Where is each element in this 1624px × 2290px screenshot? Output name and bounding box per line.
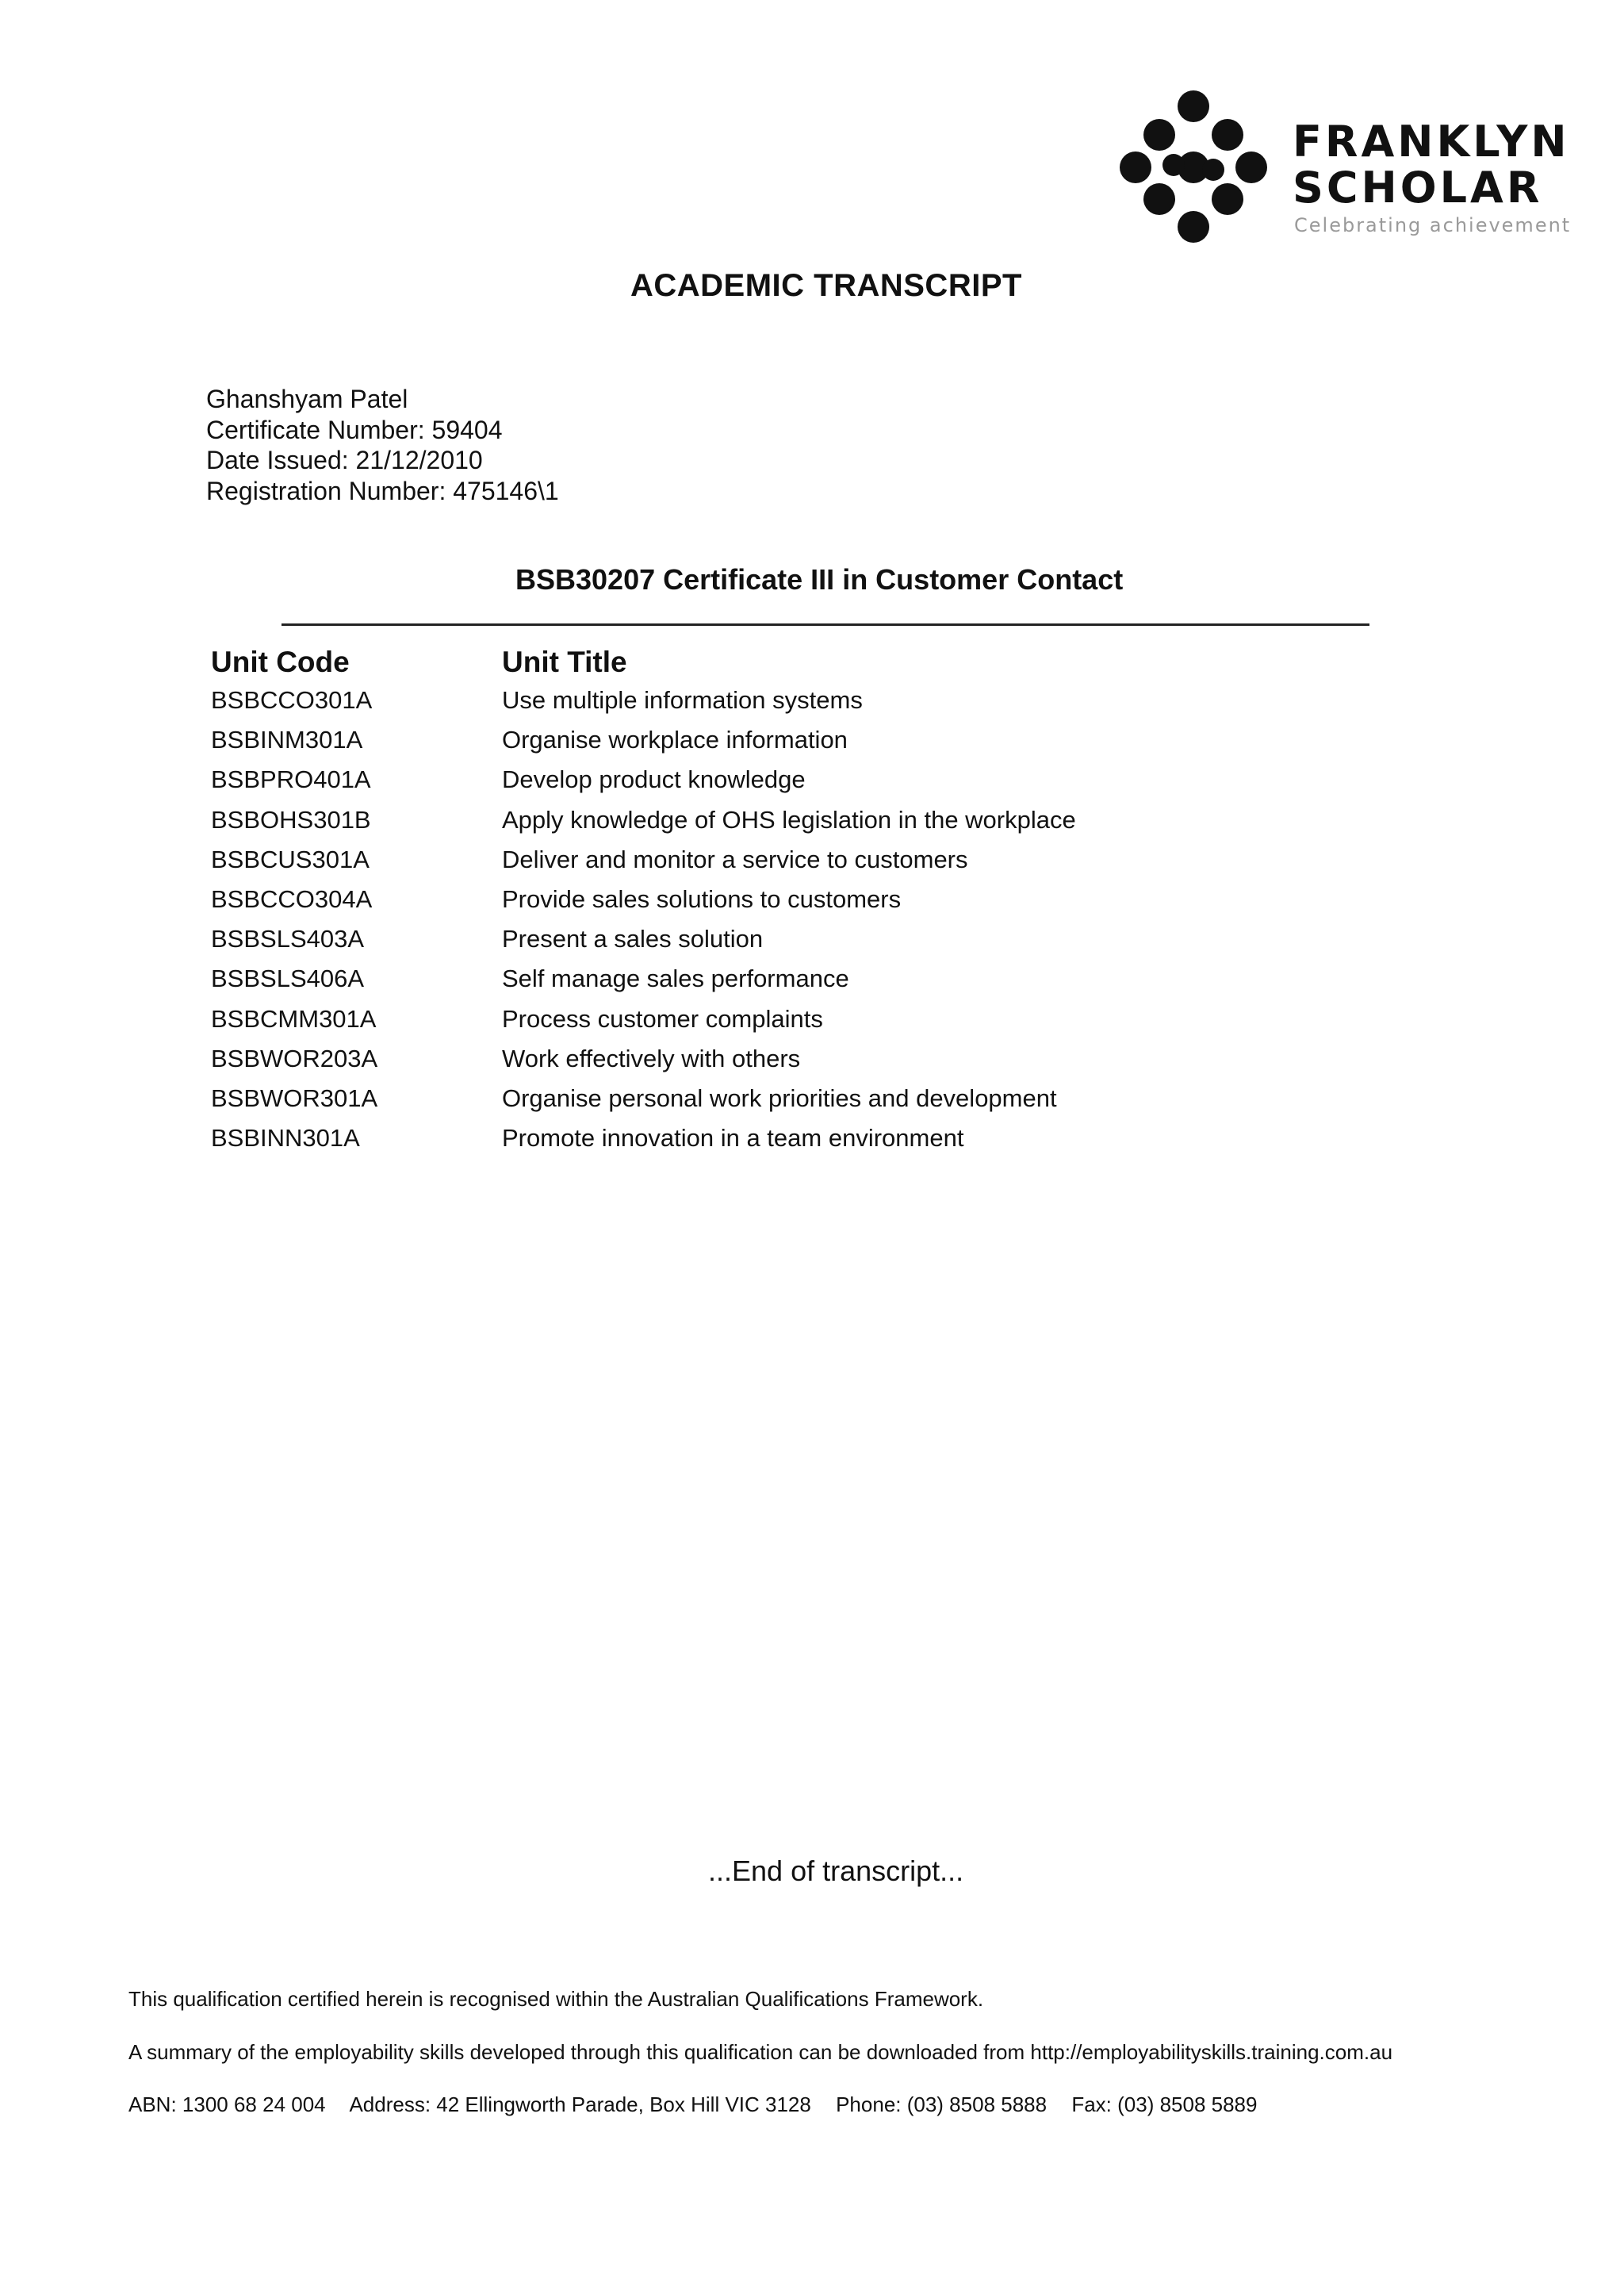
unit-code: BSBSLS403A bbox=[211, 925, 365, 953]
unit-title: Provide sales solutions to customers bbox=[502, 884, 902, 913]
unit-code: BSBOHS301B bbox=[211, 805, 371, 834]
unit-title: Use multiple information systems bbox=[502, 686, 863, 714]
unit-title: Present a sales solution bbox=[502, 925, 764, 953]
unit-code: BSBINN301A bbox=[211, 1124, 360, 1153]
unit-title: Self manage sales performance bbox=[502, 965, 849, 993]
table-row bbox=[211, 999, 1076, 1039]
phone: Phone: (03) 8508 5888 bbox=[836, 2092, 1048, 2116]
franklyn-scholar-logo bbox=[1118, 86, 1594, 252]
unit-title: Apply knowledge of OHS legislation in the workplace bbox=[502, 805, 1076, 834]
fax: Fax: (03) 8508 5889 bbox=[1071, 2092, 1258, 2116]
logo-wordmark bbox=[1293, 119, 1570, 211]
unit-code: BSBCCO301A bbox=[211, 686, 373, 714]
unit-title-header: Unit Title bbox=[502, 646, 627, 678]
table-row bbox=[211, 880, 1076, 919]
unit-code: BSBSLS406A bbox=[211, 965, 365, 993]
registration-number: Registration Number: 475146\1 bbox=[206, 476, 559, 505]
table-row bbox=[211, 1079, 1076, 1118]
course-title: BSB30207 Certificate III in Customer Contact bbox=[515, 563, 1124, 596]
address: Address: 42 Ellingworth Parade, Box Hill VIC 3128 bbox=[349, 2092, 811, 2116]
table-row bbox=[211, 681, 1076, 720]
student-name: Ghanshyam Patel bbox=[206, 385, 408, 413]
abn: ABN: 1300 68 24 004 bbox=[128, 2092, 326, 2116]
table-row bbox=[211, 840, 1076, 880]
unit-code: BSBCMM301A bbox=[211, 1004, 377, 1033]
units-table-header bbox=[211, 644, 1076, 681]
unit-title: Develop product knowledge bbox=[502, 765, 806, 794]
logo-dots-icon bbox=[1118, 86, 1269, 244]
logo-tagline: Celebrating achievement bbox=[1294, 214, 1572, 236]
units-table-body bbox=[211, 681, 1076, 1158]
unit-title: Promote innovation in a team environment bbox=[502, 1124, 964, 1153]
unit-title: Organise personal work priorities and development bbox=[502, 1084, 1057, 1112]
course-divider bbox=[282, 623, 1369, 626]
date-issued: Date Issued: 21/12/2010 bbox=[206, 446, 483, 474]
table-row bbox=[211, 760, 1076, 800]
unit-title: Deliver and monitor a service to customers bbox=[502, 845, 968, 873]
table-row bbox=[211, 1118, 1076, 1158]
table-row bbox=[211, 1039, 1076, 1079]
unit-code-header: Unit Code bbox=[211, 646, 350, 678]
unit-code: BSBCUS301A bbox=[211, 845, 370, 873]
unit-code: BSBWOR203A bbox=[211, 1044, 378, 1072]
unit-code: BSBPRO401A bbox=[211, 765, 371, 794]
table-row bbox=[211, 959, 1076, 999]
aqf-statement: This qualification certified herein is recognised within the Australian Qualifications Framework. bbox=[128, 1987, 984, 2011]
logo-name-line2: SCHOLAR bbox=[1293, 163, 1543, 213]
contact-line bbox=[128, 2092, 1276, 2117]
table-row bbox=[211, 919, 1076, 959]
unit-title: Organise workplace information bbox=[502, 726, 848, 754]
logo-name-line1: FRANKLYN bbox=[1293, 117, 1570, 167]
table-row bbox=[211, 720, 1076, 760]
document-title: ACADEMIC TRANSCRIPT bbox=[630, 268, 1022, 303]
student-details bbox=[206, 384, 559, 506]
units-table bbox=[211, 644, 1076, 1158]
unit-title: Process customer complaints bbox=[502, 1004, 823, 1033]
skills-statement: A summary of the employability skills developed through this qualification can be downloaded from http://employabilityskills.training.com.au bbox=[128, 2040, 1393, 2064]
unit-code: BSBINM301A bbox=[211, 726, 363, 754]
unit-code: BSBWOR301A bbox=[211, 1084, 378, 1112]
unit-title: Work effectively with others bbox=[502, 1044, 801, 1072]
table-row bbox=[211, 800, 1076, 840]
unit-code: BSBCCO304A bbox=[211, 884, 373, 913]
end-of-transcript: ...End of transcript... bbox=[708, 1855, 964, 1887]
certificate-number: Certificate Number: 59404 bbox=[206, 415, 503, 444]
